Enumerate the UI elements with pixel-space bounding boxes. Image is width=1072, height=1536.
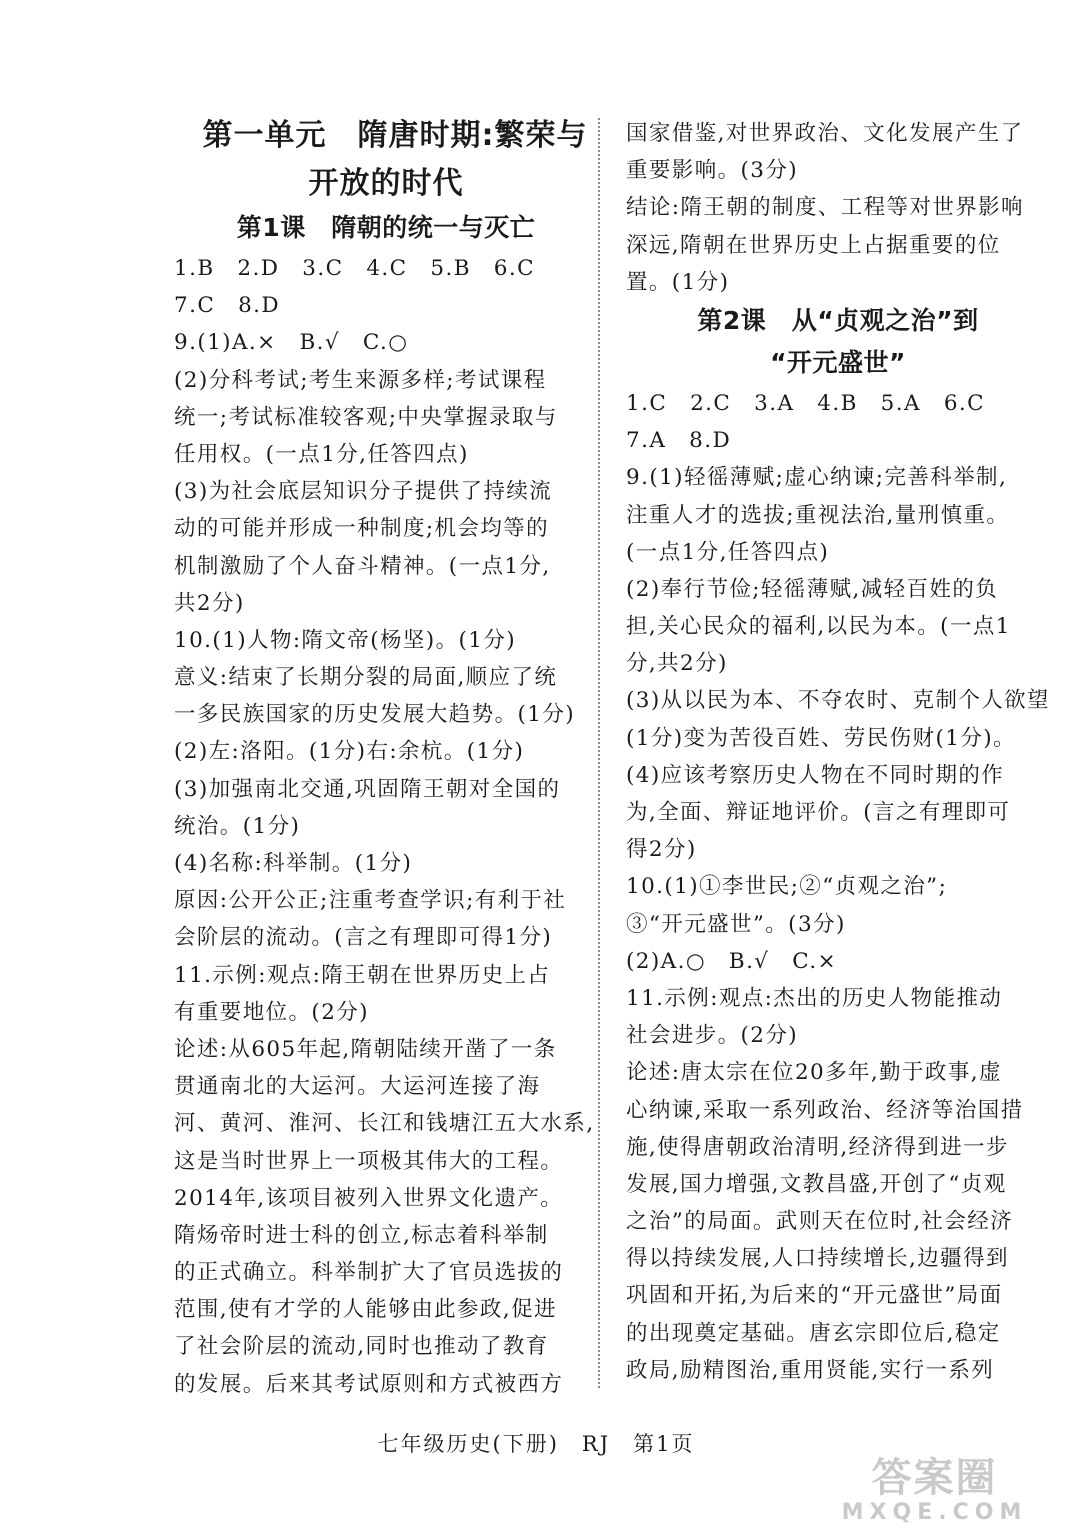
answer-line: 置。(1分) (626, 269, 730, 295)
answer-line: 的发展。后来其考试原则和方式被西方 (174, 1371, 564, 1397)
answer-line: (3)加强南北交通,巩固隋王朝对全国的 (174, 776, 561, 802)
answer-line: 10.(1)①李世民;②“贞观之治”; (626, 874, 948, 900)
answer-line: (3)从以民为本、不夺农时、克制个人欲望 (626, 688, 1050, 714)
answer-line: 11.示例:观点:隋王朝在世界历史上占 (174, 962, 551, 988)
answer-line: 会阶层的流动。(言之有理即可得1分) (174, 925, 553, 951)
answer-line: (2)分科考试;考生来源多样;考试课程 (174, 367, 547, 393)
unit-title-line-2: 开放的时代 (308, 166, 464, 201)
answer-line: 7.C 8.D (174, 293, 281, 319)
answer-line: 政局,励精图治,重用贤能,实行一系列 (626, 1357, 995, 1383)
lesson-2-title-line-2: “开元盛世” (770, 347, 906, 377)
answer-line: 11.示例:观点:杰出的历史人物能推动 (626, 985, 1003, 1011)
watermark-logo (827, 1456, 1042, 1528)
answer-line: 9.(1)轻徭薄赋;虚心纳谏;完善科举制, (626, 465, 1008, 491)
answer-line: 论述:从605年起,隋朝陆续开凿了一条 (174, 1036, 557, 1062)
answer-line: 一多民族国家的历史发展大趋势。(1分) (174, 702, 576, 728)
column-divider (598, 118, 600, 1388)
answer-line: 国家借鉴,对世界政治、文化发展产生了 (626, 121, 1024, 146)
answer-line: 为,全面、辩证地评价。(言之有理即可 (626, 800, 1011, 825)
answer-line: (2)A.○ B.√ C.× (626, 948, 838, 974)
answer-line: 发展,国力增强,文教昌盛,开创了“贞观 (626, 1171, 1007, 1197)
answer-line: 范围,使有才学的人能够由此参政,促进 (174, 1297, 557, 1323)
answer-line: 的正式确立。科举制扩大了官员选拔的 (174, 1260, 564, 1286)
watermark-url: MXQE.COM (841, 1500, 1028, 1525)
answer-line: 之治”的局面。武则天在位时,社会经济 (626, 1209, 1014, 1235)
answer-line: (3)为社会底层知识分子提供了持续流 (174, 479, 553, 505)
answer-line: 统一;考试标准较客观;中央掌握录取与 (174, 404, 558, 430)
answer-line: 7.A 8.D (626, 428, 732, 454)
answer-line: 原因:公开公正;注重考查学识;有利于社 (174, 888, 567, 914)
answer-line: 9.(1)A.× B.√ C.○ (174, 330, 409, 356)
answer-line: (2)左:洛阳。(1分)右:余杭。(1分) (174, 739, 525, 765)
answer-line: 重要影响。(3分) (626, 158, 799, 184)
answer-line: 得以持续发展,人口持续增长,边疆得到 (626, 1246, 1009, 1272)
answer-line: 1.C 2.C 3.A 4.B 5.A 6.C (626, 390, 985, 416)
answer-line: 施,使得唐朝政治清明,经济得到进一步 (626, 1134, 1009, 1160)
answer-line: 担,关心民众的福利,以民为本。(一点1 (626, 614, 1011, 640)
answer-line: 2014年,该项目被列入世界文化遗产。 (174, 1185, 564, 1211)
answer-line: 了社会阶层的流动,同时也推动了教育 (174, 1334, 549, 1360)
answer-line: 有重要地位。(2分) (174, 999, 369, 1025)
answer-line: 的出现奠定基础。唐玄宗即位后,稳定 (626, 1320, 1001, 1346)
answer-line: (2)奉行节俭;轻徭薄赋,减轻百姓的负 (626, 576, 999, 602)
lesson-1-title: 第1课 隋朝的统一与灭亡 (236, 213, 536, 242)
answer-line: 意义:结束了长期分裂的局面,顺应了统 (174, 665, 558, 691)
answer-line: 河、黄河、淮河、长江和钱塘江五大水系, (174, 1111, 595, 1137)
left-column (174, 112, 598, 1403)
answer-line: 统治。(1分) (174, 813, 301, 839)
answer-line: 深远,隋朝在世界历史上占据重要的位 (626, 232, 1001, 258)
watermark-title: 答案圈 (871, 1455, 998, 1501)
answer-line: ③“开元盛世”。(3分) (626, 911, 846, 937)
answer-line: 隋炀帝时进士科的创立,标志着科举制 (174, 1222, 549, 1248)
answer-line: (4)应该考察历史人物在不同时期的作 (626, 762, 1005, 788)
answer-line: 巩固和开拓,为后来的“开元盛世”局面 (626, 1283, 1003, 1309)
page-footer: 七年级历史(下册) RJ 第1页 (377, 1432, 695, 1456)
lesson-1-answers (174, 250, 598, 1403)
answer-line: (4)名称:科举制。(1分) (174, 851, 413, 876)
answer-line: 任用权。(一点1分,任答四点) (174, 441, 469, 467)
answer-line: 贯通南北的大运河。大运河连接了海 (174, 1074, 541, 1100)
answer-line: (1分)变为苦役百姓、劳民伤财(1分)。 (626, 725, 1016, 751)
answer-line: 注重人才的选拔;重视法治,量刑慎重。 (626, 502, 1010, 528)
answer-line: 共2分) (174, 590, 245, 616)
answer-line: 得2分) (626, 837, 697, 863)
answer-line: 10.(1)人物:隋文帝(杨坚)。(1分) (174, 627, 517, 653)
answer-line: 分,共2分) (626, 651, 728, 677)
answer-line: 心纳谏,采取一系列政治、经济等治国措 (626, 1097, 1024, 1123)
answer-line: 机制激励了个人奋斗精神。(一点1分, (174, 553, 551, 579)
lesson-1-answers-continued (626, 115, 1050, 301)
unit-title-line-1: 第一单元 隋唐时期:繁荣与 (202, 118, 588, 153)
answer-line: 论述:唐太宗在位20多年,勤于政事,虚 (626, 1060, 1002, 1086)
answer-line: 1.B 2.D 3.C 4.C 5.B 6.C (174, 256, 535, 281)
answer-line: 这是当时世界上一项极其伟大的工程。 (174, 1148, 564, 1174)
answer-line: (一点1分,任答四点) (626, 539, 830, 565)
answer-line: 社会进步。(2分) (626, 1023, 799, 1049)
answer-line: 动的可能并形成一种制度;机会均等的 (174, 516, 550, 542)
right-column (626, 115, 1050, 1389)
answer-line: 结论:隋王朝的制度、工程等对世界影响 (626, 195, 1024, 221)
lesson-2-title-line-1: 第2课 从“贞观之治”到 (697, 305, 979, 335)
lesson-2-answers (626, 385, 1050, 1389)
